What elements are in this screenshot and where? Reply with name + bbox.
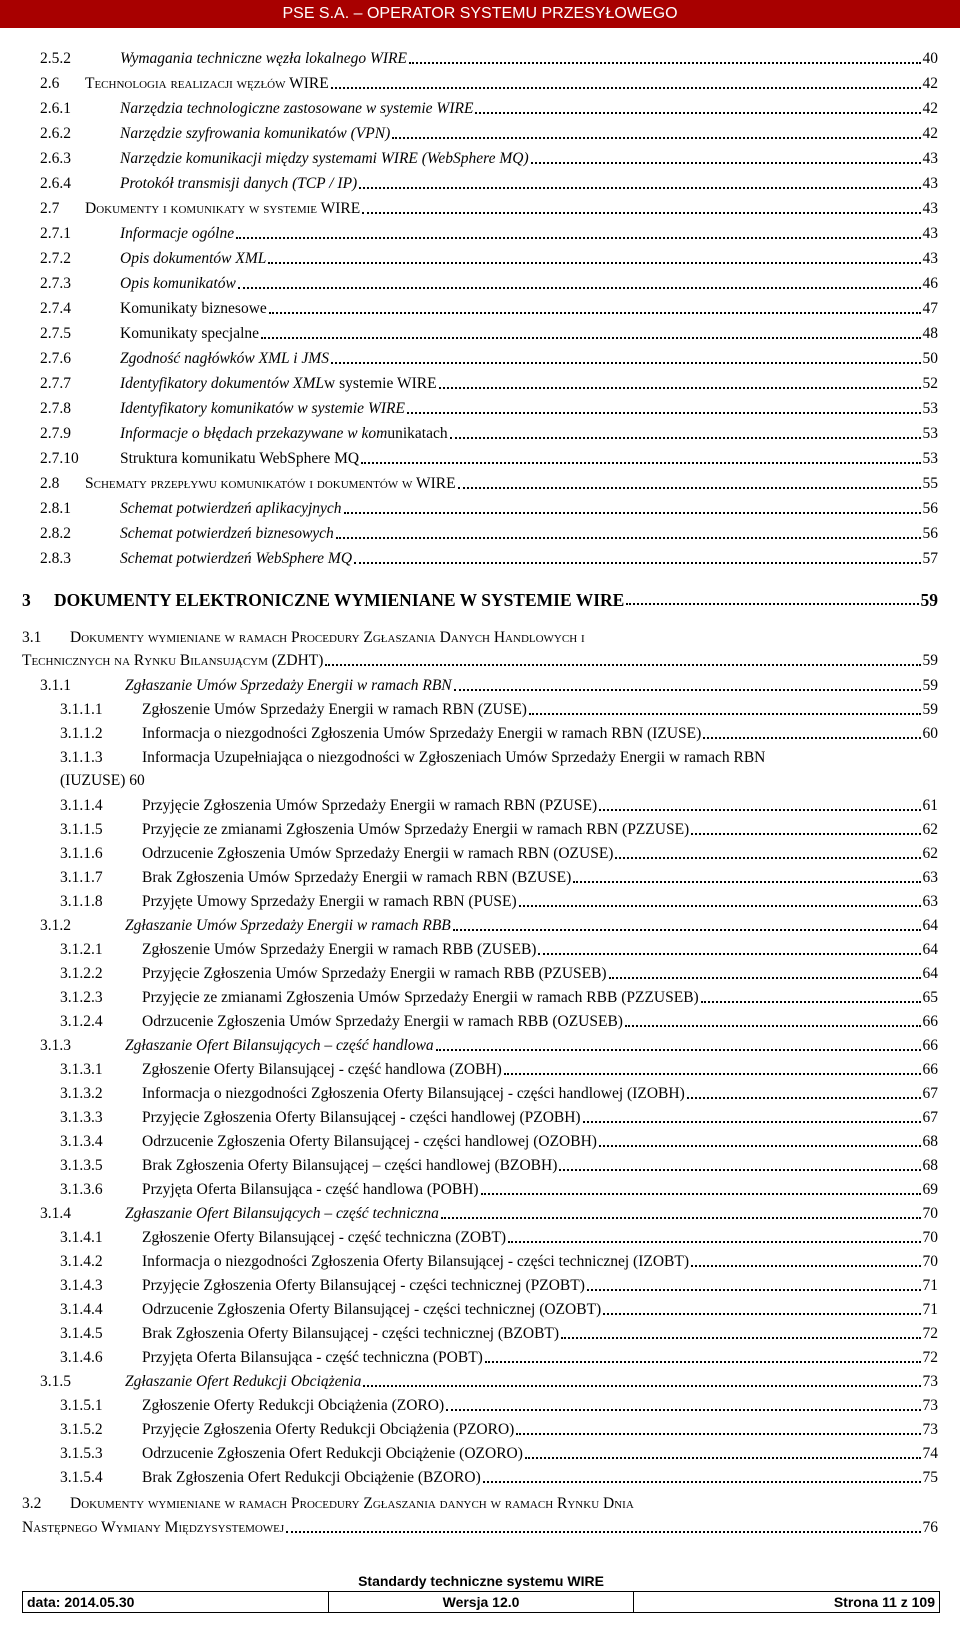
toc-title: Zgłoszenie Oferty Bilansującej - część handlowa (ZOBH): [142, 1061, 502, 1078]
toc-page: 72: [922, 1325, 938, 1342]
toc-number: 3.1.5.2: [60, 1421, 103, 1438]
toc-page: 71: [922, 1277, 938, 1294]
page-header: [0, 0, 960, 28]
toc-number: 2.7.7: [40, 375, 71, 392]
toc-title: Brak Zgłoszenia Umów Sprzedaży Energii w ramach RBN (BZUSE): [142, 869, 572, 886]
toc-title: Odrzucenie Zgłoszenia Umów Sprzedaży Energii w ramach RBB (OZUSEB): [142, 1013, 623, 1030]
toc-title: Schemat potwierdzeń WebSphere MQ: [120, 550, 353, 567]
toc-page: 48: [922, 325, 938, 342]
toc-page: 40: [922, 50, 938, 67]
toc-title: Identyfikatory dokumentów XML: [120, 375, 325, 392]
toc-entry[interactable]: [0, 225, 938, 243]
toc-entry[interactable]: [0, 1181, 938, 1199]
toc-page: 59: [920, 590, 938, 610]
toc-title: Dokumenty wymieniane w ramach Procedury Zgłaszania danych w ramach Rynku Dnia: [70, 1495, 634, 1512]
toc-number: 3.1.1.8: [60, 893, 103, 910]
toc-number: 2.7.6: [40, 350, 71, 367]
toc-title: Informacja o niezgodności Zgłoszenia Umów Sprzedaży Energii w ramach RBN (IZUSE): [142, 725, 702, 742]
toc-page: 73: [922, 1397, 938, 1414]
toc-page: 71: [922, 1301, 938, 1318]
toc-page: 43: [922, 150, 938, 167]
toc-page: 47: [922, 300, 938, 317]
toc-leader: [325, 664, 920, 666]
toc-entry[interactable]: [0, 550, 938, 568]
toc-title: Przyjęte Umowy Sprzedaży Energii w ramach RBN (PUSE): [142, 893, 517, 910]
toc-title: Następnego Wymiany Międzysystemowej: [22, 1519, 285, 1536]
toc-entry[interactable]: [0, 325, 938, 343]
toc-page: 62: [922, 845, 938, 862]
toc-number: 2.5.2: [40, 50, 71, 67]
toc-title: Narzędzie szyfrowania komunikatów (VPN): [120, 125, 391, 142]
toc-number: 3.1.4.1: [60, 1229, 103, 1246]
toc-number: 3.1.3: [40, 1037, 71, 1054]
header-text: PSE S.A. – OPERATOR SYSTEMU PRZESYŁOWEGO: [282, 5, 678, 22]
toc-entry-3-1-line1[interactable]: [0, 629, 938, 647]
toc-number: 2.7.3: [40, 275, 71, 292]
toc-leader: [687, 1097, 921, 1099]
toc-title: Opis komunikatów: [120, 275, 236, 292]
toc-title: Zgodność nagłówków XML i JMS: [120, 350, 329, 367]
toc-leader: [236, 237, 920, 239]
toc-entry-3-2-line1[interactable]: [0, 1495, 938, 1513]
toc-title: Przyjęta Oferta Bilansująca - część handlowa (POBH): [142, 1181, 479, 1198]
toc-page: 43: [922, 250, 938, 267]
toc-page: 62: [922, 821, 938, 838]
toc-title: Zgłoszenie Oferty Bilansującej - część techniczna (ZOBT): [142, 1229, 507, 1246]
toc-title: Informacje ogólne: [120, 225, 235, 242]
toc-title: Zgłaszanie Ofert Redukcji Obciążenia: [125, 1373, 362, 1390]
toc-number: 2.8.1: [40, 500, 71, 517]
toc-number: 3.1.2.4: [60, 1013, 103, 1030]
toc-leader: [691, 833, 920, 835]
toc-leader: [516, 1433, 920, 1435]
toc-title: Schemat potwierdzeń aplikacyjnych: [120, 500, 342, 517]
toc-leader: [538, 953, 920, 955]
toc-entry-wrap-line1[interactable]: [0, 749, 938, 767]
toc-title: Schematy przepływu komunikatów i dokumentów w WIRE: [85, 475, 456, 492]
toc-entry[interactable]: [0, 1229, 938, 1247]
toc-number: 3.1: [22, 629, 42, 646]
toc-entry[interactable]: [0, 941, 938, 959]
toc-number: 2.7: [40, 200, 60, 217]
toc-entry[interactable]: [0, 725, 938, 743]
toc-title: Przyjęcie Zgłoszenia Umów Sprzedaży Energii w ramach RBN (PZUSE): [142, 797, 598, 814]
toc-entry[interactable]: [0, 1253, 938, 1271]
toc-leader: [361, 462, 920, 464]
toc-title: Brak Zgłoszenia Oferty Bilansującej – części handlowej (BZOBH): [142, 1157, 558, 1174]
footer-version: Wersja 12.0: [328, 1592, 634, 1612]
toc-leader: [691, 1265, 920, 1267]
toc-entry-3-1-line2[interactable]: [0, 652, 938, 670]
toc-number: 3.1.1.3: [60, 749, 103, 766]
toc-entry[interactable]: [0, 375, 938, 393]
toc-entry[interactable]: [0, 350, 938, 368]
toc-page: 73: [922, 1373, 938, 1390]
toc-leader: [529, 713, 921, 715]
toc-title: Przyjęcie Zgłoszenia Oferty Redukcji Obciążenia (PZORO): [142, 1421, 515, 1438]
toc-title: (IUZUSE) 60: [60, 772, 145, 789]
toc-title-suffix: unikatach: [387, 425, 448, 442]
toc-leader: [573, 881, 920, 883]
toc-title: Przyjęcie ze zmianami Zgłoszenia Umów Sprzedaży Energii w ramach RBB (PZZUSEB): [142, 989, 699, 1006]
toc-number: 3.1.3.5: [60, 1157, 103, 1174]
toc-leader: [441, 1217, 921, 1219]
toc-title: Przyjęcie Zgłoszenia Oferty Bilansującej - części handlowej (PZOBH): [142, 1109, 581, 1126]
toc-number: 3.1.3.6: [60, 1181, 103, 1198]
toc-page: 53: [922, 425, 938, 442]
toc-number: 2.7.10: [40, 450, 79, 467]
toc-leader: [603, 1313, 920, 1315]
toc-entry[interactable]: [0, 845, 938, 863]
toc-title: Odrzucenie Zgłoszenia Ofert Redukcji Obciążenie (OZORO): [142, 1445, 523, 1462]
toc-number: 3.2: [22, 1495, 42, 1512]
toc-leader: [475, 112, 920, 114]
toc-entry[interactable]: [0, 525, 938, 543]
toc-leader: [336, 537, 921, 539]
toc-leader: [625, 1025, 921, 1027]
toc-page: 70: [922, 1205, 938, 1222]
toc-page: 64: [922, 917, 938, 934]
toc-number: 2.7.2: [40, 250, 71, 267]
toc-number: 3.1.3.3: [60, 1109, 103, 1126]
toc-entry[interactable]: [0, 75, 938, 93]
toc-entry[interactable]: [0, 1133, 938, 1151]
toc-leader: [561, 1337, 920, 1339]
toc-number: 3.1.4.5: [60, 1325, 103, 1342]
toc-entry[interactable]: [0, 1469, 938, 1487]
toc-number: 3.1.1.2: [60, 725, 103, 742]
toc-title: Opis dokumentów XML: [120, 250, 267, 267]
toc-entry[interactable]: [0, 250, 938, 268]
toc-title: Informacja Uzupełniająca o niezgodności w Zgłoszeniach Umów Sprzedaży Energii w ramach RBN: [142, 749, 766, 766]
toc-entry[interactable]: [0, 1013, 938, 1031]
toc-page: 56: [922, 500, 938, 517]
toc-title: Brak Zgłoszenia Ofert Redukcji Obciążenie (BZORO): [142, 1469, 481, 1486]
toc-entry[interactable]: [0, 677, 938, 695]
toc-entry[interactable]: [0, 200, 938, 218]
toc-entry[interactable]: [0, 965, 938, 983]
toc-entry[interactable]: [0, 125, 938, 143]
toc-entry[interactable]: [0, 500, 938, 518]
toc-page: 42: [922, 125, 938, 142]
toc-number: 2.7.9: [40, 425, 71, 442]
toc-page: 42: [922, 100, 938, 117]
toc-title: Dokumenty i komunikaty w systemie WIRE: [85, 200, 361, 217]
toc-entry[interactable]: [0, 989, 938, 1007]
toc-entry[interactable]: [0, 1301, 938, 1319]
toc-leader: [362, 212, 920, 214]
toc-title: Komunikaty specjalne: [120, 325, 260, 342]
toc-title: Dokumenty wymieniane w ramach Procedury Zgłaszania Danych Handlowych i: [70, 629, 585, 646]
toc-page: 70: [922, 1253, 938, 1270]
toc-title: Wymagania techniczne węzła lokalnego WIRE: [120, 50, 407, 67]
toc-number: 3.1.4: [40, 1205, 71, 1222]
toc-entry[interactable]: [0, 175, 938, 193]
toc-number: 3.1.4.4: [60, 1301, 103, 1318]
toc-entry-3-2-line2[interactable]: [0, 1519, 938, 1537]
toc-title: Odrzucenie Zgłoszenia Umów Sprzedaży Energii w ramach RBN (OZUSE): [142, 845, 614, 862]
toc-number: 2.6.3: [40, 150, 71, 167]
toc-leader: [392, 137, 920, 139]
toc-number: 3.1.2.1: [60, 941, 103, 958]
toc-entry[interactable]: [0, 100, 938, 118]
toc-title: Odrzucenie Zgłoszenia Oferty Bilansującej - części technicznej (OZOBT): [142, 1301, 602, 1318]
toc-entry[interactable]: [0, 821, 938, 839]
toc-page: 43: [922, 175, 938, 192]
toc-number: 2.8: [40, 475, 60, 492]
toc-entry[interactable]: [0, 1277, 938, 1295]
toc-entry-chapter[interactable]: [0, 591, 938, 609]
toc-number: 3.1.4.6: [60, 1349, 103, 1366]
toc-number: 3.1.4.3: [60, 1277, 103, 1294]
toc-page: 68: [922, 1133, 938, 1150]
toc-leader: [504, 1073, 921, 1075]
toc-title: Zgłoszenie Umów Sprzedaży Energii w ramach RBB (ZUSEB): [142, 941, 537, 958]
toc-number: 3.1.2.3: [60, 989, 103, 1006]
toc-entry[interactable]: [0, 869, 938, 887]
toc-title: Zgłaszanie Ofert Bilansujących – część handlowa: [125, 1037, 434, 1054]
toc-leader: [485, 1361, 921, 1363]
toc-entry[interactable]: [0, 1373, 938, 1391]
toc-title: Przyjęta Oferta Bilansująca - część techniczna (POBT): [142, 1349, 483, 1366]
toc-title: Informacja o niezgodności Zgłoszenia Oferty Bilansującej - części handlowej (IZOBH): [142, 1085, 685, 1102]
toc-leader: [450, 437, 921, 439]
toc-page: 60: [922, 725, 938, 742]
toc-page: 66: [922, 1061, 938, 1078]
toc-title: Przyjęcie Zgłoszenia Umów Sprzedaży Energii w ramach RBB (PZUSEB): [142, 965, 607, 982]
toc-title-suffix: w systemie WIRE: [324, 375, 437, 392]
toc-leader: [439, 387, 921, 389]
toc-leader: [525, 1457, 921, 1459]
toc-entry[interactable]: [0, 450, 938, 468]
toc-number: 3.1.2.2: [60, 965, 103, 982]
toc-number: 3.1.5: [40, 1373, 71, 1390]
toc-page: 66: [922, 1037, 938, 1054]
toc-entry[interactable]: [0, 1109, 938, 1127]
toc-page: 67: [922, 1085, 938, 1102]
toc-title: Przyjęcie Zgłoszenia Oferty Bilansującej - części technicznej (PZOBT): [142, 1277, 585, 1294]
toc-page: 53: [922, 450, 938, 467]
toc-leader: [615, 857, 920, 859]
toc-leader: [458, 487, 921, 489]
footer-table: [22, 1592, 940, 1613]
toc-page: 59: [922, 677, 938, 694]
toc-number: 2.7.8: [40, 400, 71, 417]
toc-title: Zgłaszanie Ofert Bilansujących – część techniczna: [125, 1205, 439, 1222]
toc-title: Schemat potwierdzeń biznesowych: [120, 525, 334, 542]
toc-entry[interactable]: [0, 150, 938, 168]
toc-entry[interactable]: [0, 1037, 938, 1055]
toc-number: 2.8.2: [40, 525, 71, 542]
toc-number: 3.1.3.2: [60, 1085, 103, 1102]
toc-number: 2.6.2: [40, 125, 71, 142]
toc-number: 3.1.1.4: [60, 797, 103, 814]
toc-number: 3.1.1.7: [60, 869, 103, 886]
toc-number: 3.1.5.3: [60, 1445, 103, 1462]
toc-entry[interactable]: [0, 1421, 938, 1439]
toc-number: 2.7.4: [40, 300, 71, 317]
toc-number: 3.1.1.6: [60, 845, 103, 862]
toc-title: Zgłaszanie Umów Sprzedaży Energii w ramach RBB: [125, 917, 451, 934]
toc-leader: [481, 1193, 921, 1195]
toc-title: Narzędzia technologiczne zastosowane w systemie WIRE: [120, 100, 474, 117]
toc-entry[interactable]: [0, 1157, 938, 1175]
toc-leader: [409, 62, 921, 64]
toc-entry[interactable]: [0, 425, 938, 443]
page-footer: [22, 1572, 940, 1613]
toc-page: 67: [922, 1109, 938, 1126]
toc-number: 3.1.3.4: [60, 1133, 103, 1150]
toc-leader: [407, 412, 921, 414]
toc-title: Technicznych na Rynku Bilansującym (ZDHT): [22, 652, 324, 669]
toc-leader: [363, 1385, 920, 1387]
toc-entry[interactable]: [0, 1061, 938, 1079]
toc-title: Przyjęcie ze zmianami Zgłoszenia Umów Sprzedaży Energii w ramach RBN (PZZUSE): [142, 821, 690, 838]
toc-leader: [599, 809, 920, 811]
toc-leader: [703, 737, 920, 739]
toc-leader: [446, 1409, 920, 1411]
toc-page: 73: [922, 1421, 938, 1438]
toc-title: Zgłoszenie Umów Sprzedaży Energii w ramach RBN (ZUSE): [142, 701, 527, 718]
toc-entry[interactable]: [0, 50, 938, 68]
toc-entry[interactable]: [0, 1349, 938, 1367]
toc-page: 52: [922, 375, 938, 392]
toc-entry[interactable]: [0, 300, 938, 318]
toc-title: Odrzucenie Zgłoszenia Oferty Bilansującej - części handlowej (OZOBH): [142, 1133, 597, 1150]
toc-title: Struktura komunikatu WebSphere MQ: [120, 450, 360, 467]
toc-leader: [626, 603, 918, 605]
toc-page: 61: [922, 797, 938, 814]
footer-page-number: Strona 11 z 109: [633, 1592, 939, 1612]
toc-leader: [483, 1481, 921, 1483]
toc-page: 42: [922, 75, 938, 92]
toc-leader: [331, 362, 921, 364]
toc-page: 43: [922, 200, 938, 217]
toc-title: Zgłaszanie Umów Sprzedaży Energii w ramach RBN: [125, 677, 452, 694]
toc-page: 74: [922, 1445, 938, 1462]
toc-entry[interactable]: [0, 400, 938, 418]
toc-number: 3.1.1: [40, 677, 71, 694]
toc-entry[interactable]: [0, 475, 938, 493]
toc-page: 69: [922, 1181, 938, 1198]
toc-title: Zgłoszenie Oferty Redukcji Obciążenia (ZORO): [142, 1397, 445, 1414]
toc-page: 46: [922, 275, 938, 292]
toc-entry[interactable]: [0, 1325, 938, 1343]
toc-entry[interactable]: [0, 1445, 938, 1463]
toc-leader: [344, 512, 921, 514]
toc-leader: [436, 1049, 921, 1051]
toc-leader: [583, 1121, 921, 1123]
toc-entry[interactable]: [0, 797, 938, 815]
toc-page: 64: [922, 965, 938, 982]
footer-date: data: 2014.05.30: [27, 1594, 135, 1610]
toc-leader: [261, 337, 920, 339]
toc-number: 3.1.5.4: [60, 1469, 103, 1486]
toc-leader: [359, 187, 920, 189]
toc-page: 68: [922, 1157, 938, 1174]
toc-entry[interactable]: [0, 701, 938, 719]
toc-number: 3.1.5.1: [60, 1397, 103, 1414]
toc-number: 3.1.4.2: [60, 1253, 103, 1270]
toc-leader: [268, 262, 920, 264]
toc-leader: [354, 562, 920, 564]
toc-title: Protokół transmisji danych (TCP / IP): [120, 175, 358, 192]
toc-page: 55: [922, 475, 938, 492]
toc-page: 63: [922, 869, 938, 886]
toc-number: 3.1.3.1: [60, 1061, 103, 1078]
toc-title: Komunikaty biznesowe: [120, 300, 267, 317]
toc-leader: [559, 1169, 920, 1171]
toc-leader: [286, 1531, 920, 1533]
toc-title: Brak Zgłoszenia Oferty Bilansującej - części technicznej (BZOBT): [142, 1325, 560, 1342]
toc-leader: [453, 929, 921, 931]
toc-title: Identyfikatory komunikatów w systemie WIRE: [120, 400, 405, 417]
toc-leader: [238, 287, 921, 289]
toc-title: Technologia realizacji węzłów WIRE: [85, 75, 329, 92]
toc-page: 63: [922, 893, 938, 910]
toc-page: 59: [922, 652, 938, 669]
toc-page: 66: [922, 1013, 938, 1030]
toc-page: 56: [922, 525, 938, 542]
toc-leader: [609, 977, 921, 979]
toc-leader: [599, 1145, 921, 1147]
toc-number: 2.6: [40, 75, 60, 92]
toc-page: 75: [922, 1469, 938, 1486]
toc-title: DOKUMENTY ELEKTRONICZNE WYMIENIANE W SYSTEMIE WIRE: [54, 590, 625, 610]
toc-title: Informacja o niezgodności Zgłoszenia Oferty Bilansującej - części technicznej (IZOBT): [142, 1253, 690, 1270]
toc-leader: [454, 689, 921, 691]
toc-page: 59: [922, 701, 938, 718]
toc-leader: [701, 1001, 921, 1003]
toc-leader: [331, 87, 921, 89]
toc-number: 2.7.5: [40, 325, 71, 342]
toc-leader: [587, 1289, 921, 1291]
toc-number: 2.8.3: [40, 550, 71, 567]
toc-page: 76: [922, 1519, 938, 1536]
toc-page: 50: [922, 350, 938, 367]
toc-page: 72: [922, 1349, 938, 1366]
toc-number: 2.7.1: [40, 225, 71, 242]
toc-number: 3.1.1.5: [60, 821, 103, 838]
toc-page: 57: [922, 550, 938, 567]
toc-entry[interactable]: [0, 1085, 938, 1103]
toc-entry[interactable]: [0, 893, 938, 911]
toc-entry[interactable]: [0, 1397, 938, 1415]
toc-number: 3: [22, 590, 31, 610]
toc-page: 64: [922, 941, 938, 958]
toc-page: 53: [922, 400, 938, 417]
toc-number: 3.1.1.1: [60, 701, 103, 718]
toc-title: Narzędzie komunikacji między systemami WIRE (WebSphere MQ): [120, 150, 529, 167]
toc-number: 2.6.1: [40, 100, 71, 117]
toc-page: 70: [922, 1229, 938, 1246]
toc-entry[interactable]: [0, 917, 938, 935]
toc-leader: [508, 1241, 920, 1243]
toc-number: 2.6.4: [40, 175, 71, 192]
toc-entry-wrap-line2[interactable]: [0, 772, 938, 790]
toc-leader: [269, 312, 921, 314]
toc-leader: [531, 162, 921, 164]
toc-leader: [519, 905, 921, 907]
toc-page: 43: [922, 225, 938, 242]
toc-entry[interactable]: [0, 1205, 938, 1223]
toc-title: Informacje o błędach przekazywane w kom: [120, 425, 388, 442]
footer-title: Standardy techniczne systemu WIRE: [22, 1572, 940, 1592]
toc-page: 65: [922, 989, 938, 1006]
toc-number: 3.1.2: [40, 917, 71, 934]
toc-entry[interactable]: [0, 275, 938, 293]
